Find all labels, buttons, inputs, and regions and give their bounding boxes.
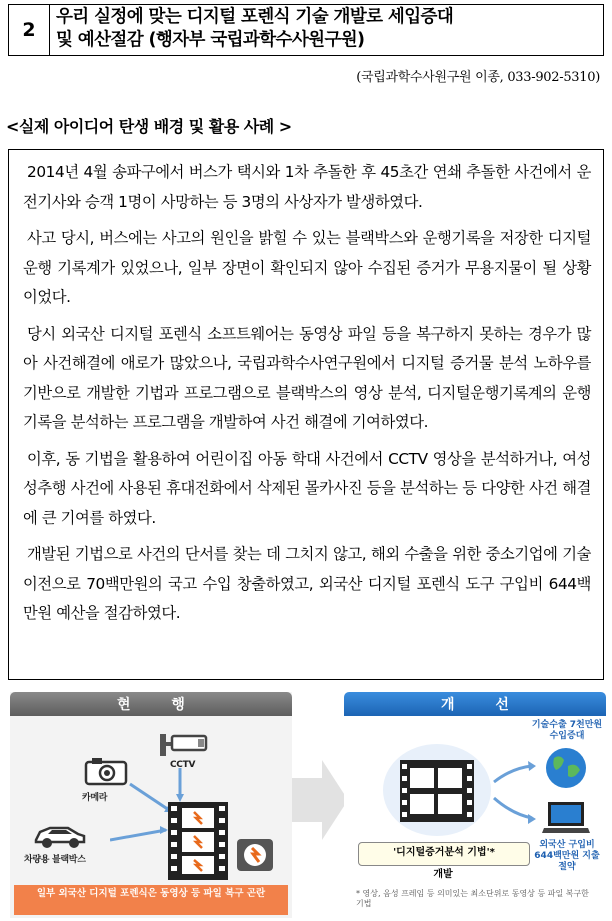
camera-label: 카메라 <box>82 793 108 803</box>
benefit-arrows <box>492 758 542 828</box>
method-label: '디지털증거분석 기법'* <box>358 842 530 866</box>
story-box <box>8 149 604 680</box>
diagram-improved <box>344 692 606 918</box>
source-contact: (국립과학수사원구원 이종, 033-902-5310) <box>356 70 600 85</box>
car-label: 차량용 블랙박스 <box>24 855 86 865</box>
transition-arrow-icon <box>292 760 348 840</box>
method-sub-label: 개발 <box>433 869 453 880</box>
paragraph: 이후, 동 기법을 활용하여 어린이집 아동 학대 사건에서 CCTV 영상을 분석하거나, 여성 성추행 사건에 사용된 휴대전화에서 삭제된 몰카사진 등을 분석하는 등 다양한 사건 해결에 큰 기여를 하였다. <box>23 449 591 527</box>
cctv-icon <box>158 732 210 760</box>
section-header <box>8 4 604 56</box>
digital-film-icon <box>382 742 492 838</box>
broken-file-icon <box>236 838 274 872</box>
paragraph: 사고 당시, 버스에는 사고의 원인을 밝힐 수 있는 블랙박스와 운행기록을 저장한 디지털운행 기록계가 있었으나, 일부 장면이 확인되지 않아 수집된 증거가 무용지물이 될 상황이었다. <box>23 229 591 306</box>
subheading: <실제 아이디어 탄생 배경 및 활용 사례 > <box>6 117 292 136</box>
title-line-2: 및 예산절감 (행자부 국립과학수사원구원) <box>56 30 365 50</box>
current-problem-note: 일부 외국산 디지털 포렌식은 동영상 등 파일 복구 곤란 <box>14 885 288 915</box>
paragraph: 당시 외국산 디지털 포렌식 소프트웨어는 동영상 파일 등을 복구하지 못하는 경우가 많아 사건해결에 애로가 많았으나, 국립과학수사연구원에서 디지털 증거물 분석 노하우를 기반으로 개발한 기법과 프로그램으로 블랙박스의 영상 분석, 디지털운행기록계의 운행기록을 분석하는 프로그램을 개발하여 사건 해결에 기여하였다. <box>23 324 591 431</box>
globe-icon <box>544 746 588 790</box>
cctv-label: CCTV <box>170 760 196 770</box>
film-icon <box>168 802 228 880</box>
title-line-1: 우리 실정에 맞는 디지털 포렌식 기술 개발로 세입증대 <box>56 7 454 27</box>
method-footnote: * 영상, 음성 프레임 등 의미있는 최소단위로 동영상 등 파일 복구한 기법 <box>356 889 589 908</box>
export-benefit: 기술수출 7천만원 수입증대 <box>531 720 603 741</box>
current-title: 현 행 <box>10 692 292 716</box>
improved-title: 개 선 <box>344 692 606 716</box>
diagram-current <box>10 692 292 918</box>
paragraph: 개발된 기법으로 사건의 단서를 찾는 데 그치지 않고, 해외 수출을 위한 중소기업에 기술 이전으로 70백만원의 국고 수입 창출하였고, 외국산 디지털 포렌식 도구 구입비 644백만원 예산을 절감하였다. <box>23 545 591 622</box>
section-number: 2 <box>9 5 50 55</box>
paragraph: 2014년 4월 송파구에서 버스가 택시와 1차 추돌한 후 45초간 연쇄 추돌한 사건에서 운전기사와 승객 1명이 사망하는 등 3명의 사상자가 발생하였다. <box>23 163 591 211</box>
car-icon <box>32 820 88 850</box>
laptop-icon <box>542 800 590 834</box>
section-title <box>50 5 603 55</box>
saving-benefit: 외국산 구입비 644백만원 지출절약 <box>534 840 600 872</box>
